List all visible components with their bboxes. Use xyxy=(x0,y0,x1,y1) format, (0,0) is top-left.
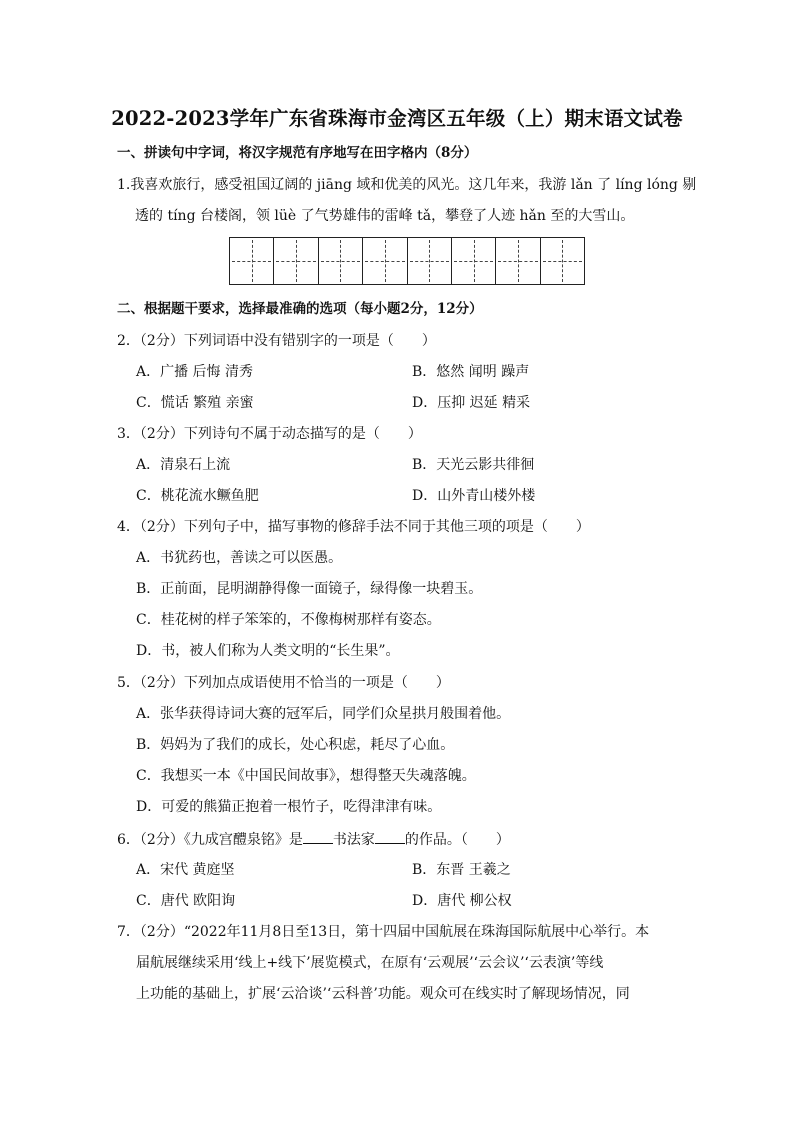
q3-option-a[interactable]: A．清泉石上流 xyxy=(136,457,231,473)
q6-option-d[interactable]: D．唐代 柳公权 xyxy=(412,893,512,909)
q7-text-line-1: 7．（2分）“2022年11月8日至13日，第十四届中国航展在珠海国际航展中心举行。本 xyxy=(117,924,650,940)
q6-option-c[interactable]: C．唐代 欧阳询 xyxy=(136,893,236,909)
q3-option-d[interactable]: D．山外青山楼外楼 xyxy=(412,488,536,504)
tianzige-cell[interactable] xyxy=(319,238,363,284)
q3-option-c[interactable]: C．桃花流水鳜鱼肥 xyxy=(136,488,259,504)
section-1-heading: 一、拼读句中字词，将汉字规范有序地写在田字格内（8分） xyxy=(117,145,478,161)
q5-option-d[interactable]: D．可爱的熊猫正抱着一根竹子，吃得津津有味。 xyxy=(136,799,442,815)
q4-option-c[interactable]: C．桂花树的样子笨笨的，不像梅树那样有姿态。 xyxy=(136,612,441,628)
q5-stem: 5．（2分）下列加点成语使用不恰当的一项是（ ） xyxy=(117,675,450,691)
tianzige-cell[interactable] xyxy=(363,238,407,284)
q2-option-d[interactable]: D．压抑 迟延 精采 xyxy=(412,395,531,411)
tianzige-cell[interactable] xyxy=(541,238,584,284)
q6-stem-part-3: 的作品。（ ） xyxy=(404,832,510,848)
q2-option-a[interactable]: A．广播 后悔 清秀 xyxy=(136,364,254,380)
q6-option-a[interactable]: A．宋代 黄庭坚 xyxy=(136,862,235,878)
section-2-heading: 二、根据题干要求，选择最准确的选项（每小题2分，12分） xyxy=(117,301,483,317)
tianzige-cell[interactable] xyxy=(408,238,452,284)
tianzige-cell[interactable] xyxy=(452,238,496,284)
q3-option-b[interactable]: B．天光云影共徘徊 xyxy=(412,457,535,473)
q2-option-b[interactable]: B．悠然 闻明 躁声 xyxy=(412,364,530,380)
q6-blank-1[interactable] xyxy=(303,829,333,844)
q2-stem: 2．（2分）下列词语中没有错别字的一项是（ ） xyxy=(117,333,436,349)
tianzige-cell[interactable] xyxy=(274,238,318,284)
q6-option-b[interactable]: B．东晋 王羲之 xyxy=(412,862,511,878)
tianzige-cell[interactable] xyxy=(230,238,274,284)
tianzige-grid xyxy=(229,237,585,285)
q6-stem xyxy=(117,829,510,850)
tianzige-cell[interactable] xyxy=(496,238,540,284)
q5-option-c[interactable]: C．我想买一本《中国民间故事》，想得整天失魂落魄。 xyxy=(136,768,476,784)
q4-option-d[interactable]: D．书，被人们称为人类文明的“长生果”。 xyxy=(136,643,400,659)
q6-stem-part-1: 6．（2分）《九成宫醴泉铭》是 xyxy=(117,832,303,848)
q4-stem: 4．（2分）下列句子中，描写事物的修辞手法不同于其他三项的项是（ ） xyxy=(117,519,590,535)
q5-option-b[interactable]: B．妈妈为了我们的成长，处心积虑，耗尽了心血。 xyxy=(136,737,455,753)
q7-text-line-2: 届航展继续采用‘线上+线下’展览模式，在原有‘云观展’‘云会议’‘云表演’等线 xyxy=(136,955,604,971)
q1-text-line-1: 1.我喜欢旅行，感受祖国辽阔的 jiāng 域和优美的风光。这几年来，我游 lǎn 了 líng lóng 剔 xyxy=(117,177,697,193)
q6-stem-part-2: 书法家 xyxy=(332,832,375,848)
q5-option-a[interactable]: A．张华获得诗词大赛的冠军后，同学们众星拱月般围着他。 xyxy=(136,706,511,722)
q3-stem: 3．（2分）下列诗句不属于动态描写的是（ ） xyxy=(117,426,422,442)
q4-option-a[interactable]: A．书犹药也，善读之可以医愚。 xyxy=(136,550,343,566)
q1-text-line-2: 透的 tíng 台楼阁，领 lüè 了气势雄伟的雷峰 tǎ，攀登了人迹 hǎn 至的大雪山。 xyxy=(135,208,635,224)
page-title: 2022-2023学年广东省珠海市金湾区五年级（上）期末语文试卷 xyxy=(111,107,683,130)
q4-option-b[interactable]: B．正前面，昆明湖静得像一面镜子，绿得像一块碧玉。 xyxy=(136,581,483,597)
q7-text-line-3: 上功能的基础上，扩展‘云洽谈’‘云科普’功能。观众可在线实时了解现场情况，同 xyxy=(136,986,630,1002)
q2-option-c[interactable]: C．慌话 繁殖 亲蜜 xyxy=(136,395,254,411)
q6-blank-2[interactable] xyxy=(375,829,405,844)
